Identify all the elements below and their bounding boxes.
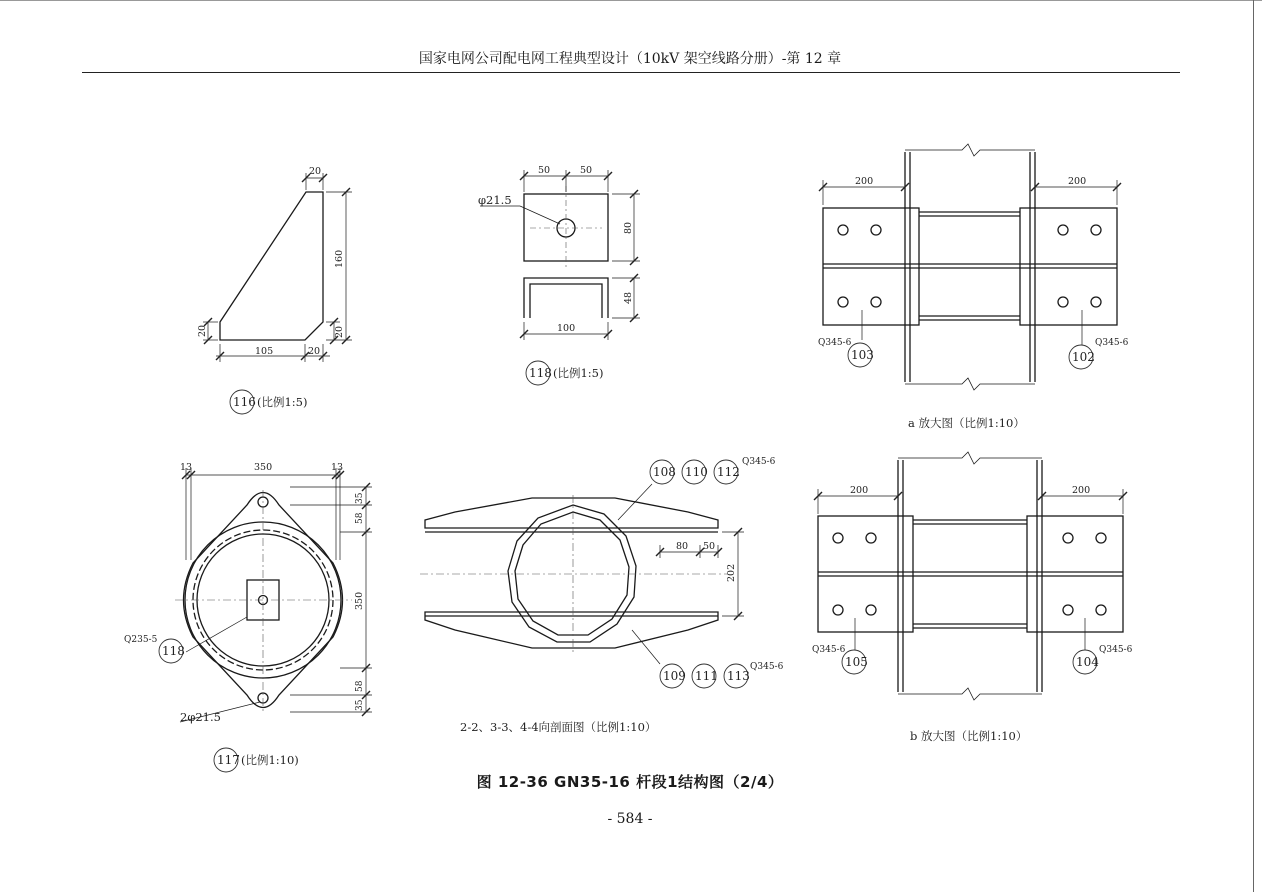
dim-116-left: 20 — [197, 324, 208, 337]
dim-b-right: 200 — [1072, 485, 1091, 496]
dim-section-b: 50 — [703, 541, 716, 552]
dim-section-a: 80 — [676, 541, 689, 552]
dim-118-width: 100 — [557, 323, 576, 334]
detail-117-flange — [175, 468, 372, 722]
polygon-tube-outer — [508, 505, 636, 642]
detail-116-gusset — [203, 173, 352, 362]
enlarged-a-label: a 放大图（比例1:10） — [908, 416, 1025, 430]
tag-117: 117 — [217, 753, 240, 767]
page-number: - 584 - — [607, 811, 653, 827]
page-header-title: 国家电网公司配电网工程典型设计（10kV 架空线路分册）-第 12 章 — [418, 51, 842, 67]
dim-117-bot: 35 — [355, 699, 365, 711]
section-bottom-material: Q345-6 — [750, 662, 784, 672]
tag-111: 111 — [695, 669, 718, 683]
dim-117-top: 35 — [355, 492, 365, 504]
tag-104: 104 — [1076, 655, 1099, 669]
dim-b-left: 200 — [850, 485, 869, 496]
scale-117: (比例1:10) — [241, 753, 299, 767]
dim-116-height: 160 — [334, 249, 345, 268]
figure-caption: 图 12-36 GN35-16 杆段1结构图（2/4） — [476, 773, 784, 791]
dim-118-channel-height: 48 — [623, 291, 634, 304]
channel-profile — [524, 278, 608, 318]
tag-112: 112 — [717, 465, 740, 479]
tag-108: 108 — [653, 465, 676, 479]
dim-117-right: 13 — [331, 462, 344, 473]
dim-117-hole: 2φ21.5 — [180, 710, 221, 724]
tag-103: 103 — [851, 348, 874, 362]
dim-section-c: 202 — [726, 563, 737, 582]
tag-102: 102 — [1072, 350, 1095, 364]
dim-118-w1: 50 — [538, 165, 551, 176]
dim-117-height: 350 — [354, 591, 365, 610]
dim-a-left: 200 — [855, 176, 874, 187]
material-105: Q345-6 — [812, 645, 846, 655]
tag-105: 105 — [845, 655, 868, 669]
part-tag-118: 118 — [162, 644, 185, 658]
dim-118-hole: φ21.5 — [478, 193, 512, 207]
dim-116-top: 20 — [309, 166, 322, 177]
material-102: Q345-6 — [1095, 338, 1129, 348]
material-118: Q235-5 — [124, 635, 158, 645]
dim-116-base-right: 20 — [308, 346, 321, 357]
dim-117-ear: 58 — [355, 512, 365, 524]
dim-a-right: 200 — [1068, 176, 1087, 187]
dim-116-base: 105 — [255, 346, 274, 357]
tag-109: 109 — [663, 669, 686, 683]
scale-116: (比例1:5) — [257, 395, 308, 409]
dim-116-right: 20 — [334, 325, 345, 338]
section-view — [420, 484, 744, 664]
dim-117-width: 350 — [254, 462, 273, 473]
gusset-outline — [220, 192, 323, 340]
dim-117-ear-b: 58 — [355, 680, 365, 692]
dim-118-w2: 50 — [580, 165, 593, 176]
tag-110: 110 — [685, 465, 708, 479]
material-103: Q345-6 — [818, 338, 852, 348]
section-top-material: Q345-6 — [742, 457, 776, 467]
material-104: Q345-6 — [1099, 645, 1133, 655]
tag-116: 116 — [233, 395, 256, 409]
enlarged-b-label: b 放大图（比例1:10） — [910, 729, 1028, 743]
dim-117-left: 13 — [180, 462, 193, 473]
dim-118-height: 80 — [623, 221, 634, 234]
section-view-label: 2-2、3-3、4-4向剖面图（比例1:10） — [460, 720, 657, 734]
scale-118: (比例1:5) — [553, 366, 604, 380]
tag-118: 118 — [529, 366, 552, 380]
tag-113: 113 — [727, 669, 750, 683]
